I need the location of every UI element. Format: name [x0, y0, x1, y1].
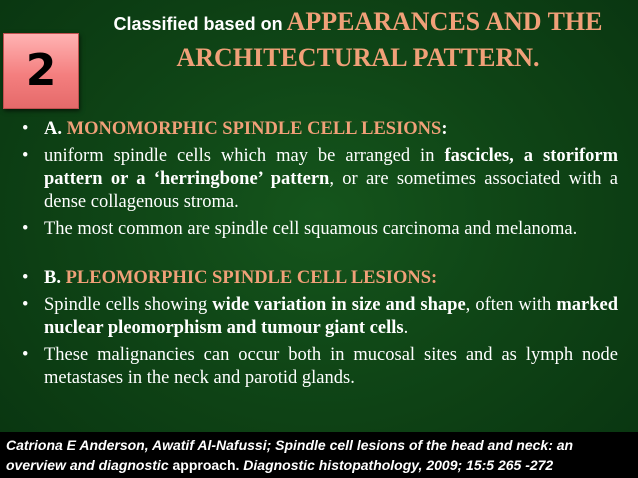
text-run: . [403, 318, 409, 338]
bullet-monomorphic-description [22, 145, 618, 214]
title-highlight-2: ARCHITECTURAL PATTERN. [176, 43, 540, 72]
citation-part-1: Catriona E Anderson, Awatif Al-Nafussi; Spindle cell lesions of the head and neck: an overview and diagnostic [6, 437, 574, 473]
title-line-1 [80, 6, 636, 42]
label-a: A. [44, 119, 62, 139]
text-run: , or are sometimes associated with a dense collagenous stroma. [44, 169, 619, 212]
bullet-marker: • [22, 268, 29, 288]
title-prefix: Classified based on [113, 14, 283, 34]
bullet-list [22, 118, 618, 394]
text-run: The most common are spindle cell squamous carcinoma and melanoma. [44, 219, 578, 239]
heading-pleomorphic: PLEOMORPHIC SPINDLE CELL LESIONS: [65, 268, 438, 288]
bullet-marker: • [22, 345, 29, 365]
bold-run: wide variation in size and shape [212, 295, 466, 315]
section-gap [22, 245, 618, 267]
text-run: uniform spindle cells which may be arranged in [44, 146, 445, 166]
slide-title [80, 6, 636, 78]
bold-run: fascicles, a storiform pattern or a ‘herringbone’ pattern [44, 146, 618, 189]
heading-a-suffix: : [441, 119, 448, 139]
bullet-heading-a [22, 118, 618, 141]
bullet-marker: • [22, 219, 29, 239]
label-b: B. [44, 268, 61, 288]
slide-number: 2 [25, 45, 57, 96]
title-highlight-1: APPEARANCES AND THE [286, 7, 603, 36]
bullet-pleomorphic-description [22, 294, 618, 340]
bullet-most-common [22, 218, 618, 241]
slide-number-badge [3, 33, 79, 109]
bold-run: marked nuclear pleomorphism and tumour giant cells [44, 295, 618, 338]
citation-part-3: Diagnostic histopathology, 2009; 15:5 265 -272 [239, 457, 554, 473]
citation-footer [0, 432, 638, 478]
heading-monomorphic: MONOMORPHIC SPINDLE CELL LESIONS [66, 119, 442, 139]
bullet-malignancies [22, 344, 618, 390]
bullet-marker: • [22, 119, 29, 139]
bullet-heading-b [22, 267, 618, 290]
citation-part-2: approach. [168, 457, 240, 473]
text-run: These malignancies can occur both in mucosal sites and as lymph node metastases in the neck and parotid glands. [44, 345, 618, 388]
text-run: Spindle cells showing [44, 295, 213, 315]
citation-text [0, 432, 638, 475]
text-run: , often with [465, 295, 557, 315]
title-line-2 [80, 42, 636, 78]
bullet-marker: • [22, 295, 29, 315]
bullet-marker: • [22, 146, 29, 166]
